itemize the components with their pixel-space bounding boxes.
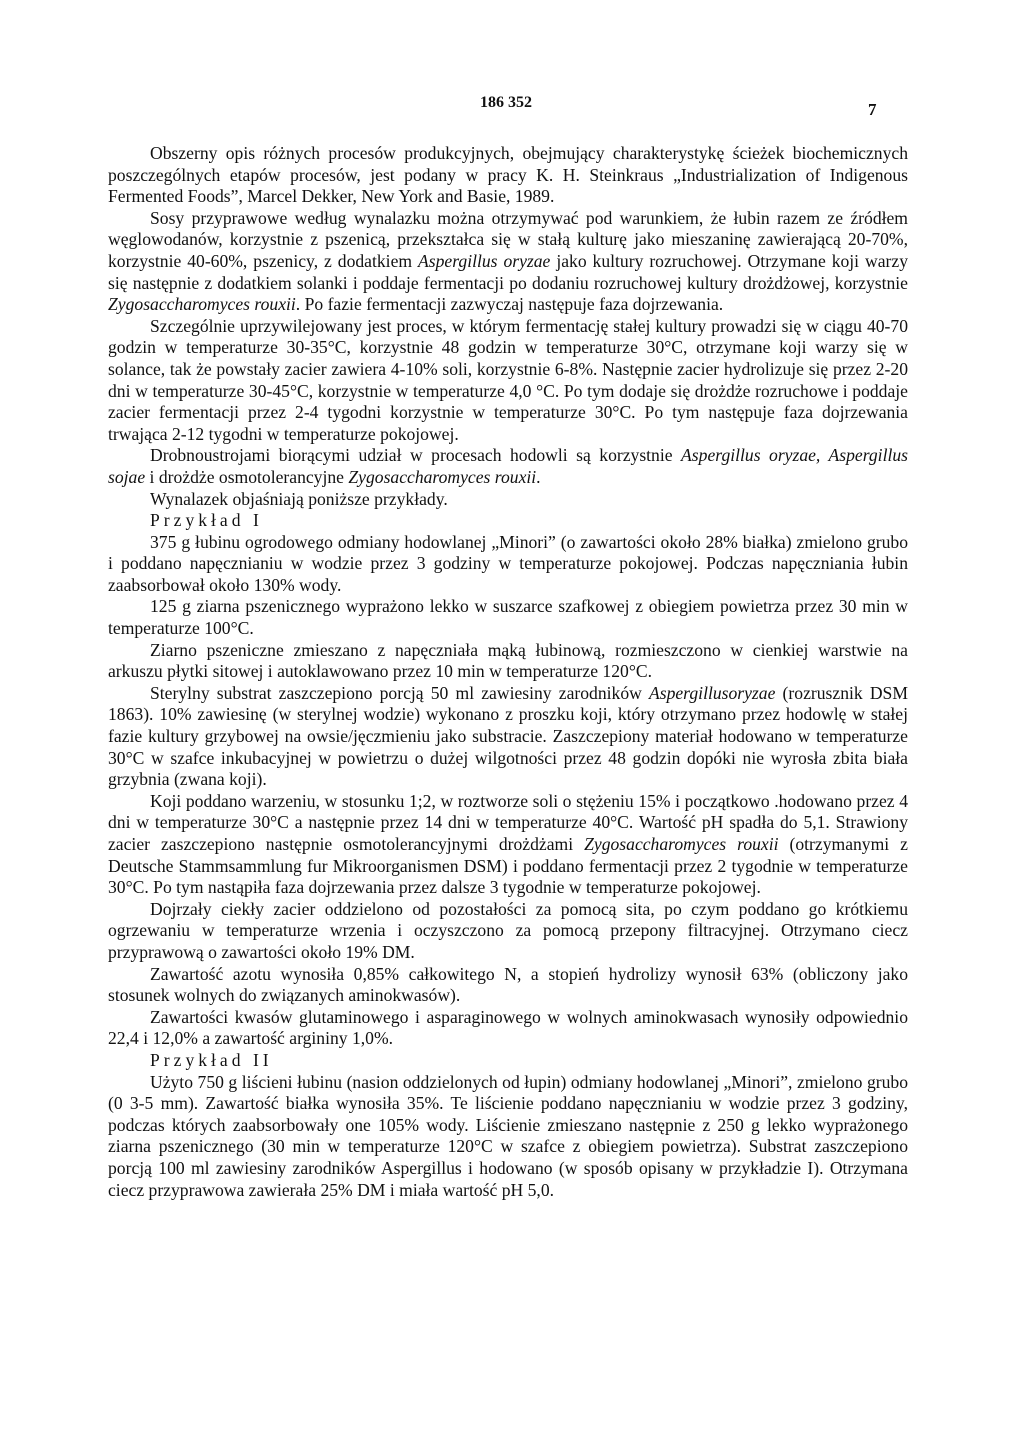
paragraph: [108, 208, 908, 316]
text-run: jako kultury rozruchowej. Otrzymane koji warzy się następnie z dodatkiem solanki i poddaje fermentacji po dodaniu rozruchowej kultury drożdżowej, korzystnie: [108, 250, 908, 293]
paragraph: [108, 683, 908, 791]
text-run: i drożdże osmotolerancyjne: [145, 466, 349, 487]
italic-term: Aspergillus oryzae: [418, 250, 551, 271]
text-run: Przykład I: [150, 510, 263, 531]
text-run: Użyto 750 g liścieni łubinu (nasion oddzielonych od łupin) odmiany hodowlanej „Minori”, zmielono grubo (0 3-5 mm). Zawartość białka wynosiła 35%. Te liścienie poddano napęcznianiu w wodzie przez 3 godziny, podczas których zaabsorbowały one 105% wody. Liścienie zmieszano następnie z 250 g lekko wyprażonego ziarna pszenicznego (30 min w temperaturze 120°C w szafce z obiegiem powietrza). Substrat zaszczepiono porcją 100 ml zawiesiny zarodników Aspergillus i hodowano (w sposób opisany w przykładzie I). Otrzymana ciecz przyprawowa zawierała 25% DM i miała wartość pH 5,0.: [108, 1071, 908, 1200]
example-heading: [108, 1050, 908, 1072]
paragraph: [108, 791, 908, 899]
paragraph: [108, 964, 908, 1007]
paragraph: [108, 596, 908, 639]
italic-term: Aspergillus oryzae, Aspergillus sojae: [108, 445, 908, 487]
paragraph: [108, 1007, 908, 1050]
text-run: . Po fazie fermentacji zazwyczaj następuje faza dojrzewania.: [295, 294, 724, 315]
text-run: Sosy przyprawowe według wynalazku można otrzymywać pod warunkiem, że łubin razem ze źródłem węglowodanów, korzystnie z pszenicą, przekształca się w stałą kulturę jako mieszaninę zawierającą 20-70%, korzystnie 40-60%, pszenicy, z dodatkiem: [108, 207, 908, 271]
italic-term: Zygosaccharomyces rouxii: [584, 834, 779, 854]
italic-term: Zygosaccharomyces rouxii: [348, 466, 537, 487]
paragraph: [108, 532, 908, 597]
text-run: Przykład II: [150, 1049, 273, 1070]
example-heading: [108, 510, 908, 532]
italic-term: Zygosaccharomyces rouxii: [108, 294, 296, 315]
text-run: Drobnoustrojami biorącymi udział w procesach hodowli są korzystnie: [150, 445, 682, 466]
text-run: Zawartość azotu wynosiła 0,85% całkowitego N, a stopień hydrolizy wynosił 63% (obliczony jako stosunek wolnych do związanych aminokwasów).: [108, 963, 908, 1006]
paragraph: [108, 445, 908, 488]
text-run: 375 g łubinu ogrodowego odmiany hodowlanej „Minori” (o zawartości około 28% białka) zmielono grubo i poddano napęcznianiu w wodzie przez 3 godziny w temperaturze pokojowej. Podczas napęczniania łubin zaabsorbował około 130% wody.: [108, 531, 908, 595]
text-run: (rozrusznik DSM 1863). 10% zawiesinę (w sterylnej wodzie) wykonano z proszku koji, który otrzymano przez hodowlę w stałej fazie kultury grzybowej na owsie/jęczmieniu jako substracie. Zaszczepiony materiał hodowano w temperaturze 30°C w szafce inkubacyjnej w powietrzu o dużej wilgotności przez 48 godzin dopóki nie wyrosła zbita biała grzybnia (zwana koji).: [108, 682, 908, 790]
text-run: Sterylny substrat zaszczepiono porcją 50 ml zawiesiny zarodników: [150, 682, 649, 703]
page-header: [0, 94, 1024, 124]
body-text: [108, 143, 908, 1201]
text-run: .: [536, 466, 541, 487]
paragraph: [108, 143, 908, 208]
paragraph: [108, 899, 908, 964]
page-number: 7: [868, 100, 877, 119]
text-run: Zawartości kwasów glutaminowego i asparaginowego w wolnych aminokwasach wynosiły odpowiednio 22,4 i 12,0% a zawartość argininy 1,0%.: [108, 1006, 908, 1049]
text-run: Obszerny opis różnych procesów produkcyjnych, obejmujący charakterystykę ścieżek biochemicznych poszczególnych etapów procesów, jest podany w pracy K. H. Steinkraus „Industrialization of Indigenous Fermented Foods”, Marcel Dekker, New York and Basie, 1989.: [108, 143, 908, 207]
text-run: (otrzymanymi z Deutsche Stammsammlung fur Mikroorganismen DSM) i poddano fermentacji przez 2 tygodnie w temperaturze 30°C. Po tym nastąpiła faza dojrzewania przez dalsze 3 tygodnie w temperaturze pokojowej.: [108, 834, 908, 898]
text-run: Szczególnie uprzywilejowany jest proces, w którym fermentację stałej kultury prowadzi się w ciągu 40-70 godzin w temperaturze 30-35°C, korzystnie 48 godzin w temperaturze 30°C, otrzymane koji warzy się w solance, tak że powstały zacier zawiera 4-10% soli, korzystnie 6-8%. Następnie zacier hydrolizuje się przez 2-20 dni w temperaturze 30-45°C, korzystnie w temperaturze 4,0 °C. Po tym dodaje się drożdże rozruchowe i poddaje zacier fermentacji przez 2-4 tygodni korzystnie w temperaturze 30°C. Po tym następuje faza dojrzewania trwająca 2-12 tygodni w temperaturze pokojowej.: [108, 315, 908, 444]
text-run: Dojrzały ciekły zacier oddzielono od pozostałości za pomocą sita, po czym poddano go krótkiemu ogrzewaniu w temperaturze wrzenia i oczyszczono za pomocą przepony filtracyjnej. Otrzymano ciecz przyprawową o zawartości około 19% DM.: [108, 898, 908, 962]
text-run: Ziarno pszeniczne zmieszano z napęczniała mąką łubinową, rozmieszczono w cienkiej warstwie na arkuszu płytki sitowej i autoklawowano przez 10 min w temperaturze 120°C.: [108, 639, 908, 682]
text-run: Wynalazek objaśniają poniższe przykłady.: [150, 488, 448, 509]
paragraph: [108, 489, 908, 511]
paragraph: [108, 640, 908, 683]
paragraph: [108, 316, 908, 446]
text-run: Koji poddano warzeniu, w stosunku 1;2, w roztworze soli o stężeniu 15% i początkowo .hodowano przez 4 dni w temperaturze 30°C a następnie przez 14 dni w temperaturze 40°C. Wartość pH spadła do 5,1. Strawiony zacier zaszczepiono następnie osmotolerancyjnymi drożdżami: [108, 790, 908, 854]
italic-term: Aspergillusoryzae: [648, 682, 776, 703]
paragraph: [108, 1072, 908, 1202]
patent-number: 186 352: [480, 94, 532, 111]
text-run: 125 g ziarna pszenicznego wyprażono lekko w suszarce szafkowej z obiegiem powietrza przez 30 min w temperaturze 100°C.: [108, 596, 908, 639]
